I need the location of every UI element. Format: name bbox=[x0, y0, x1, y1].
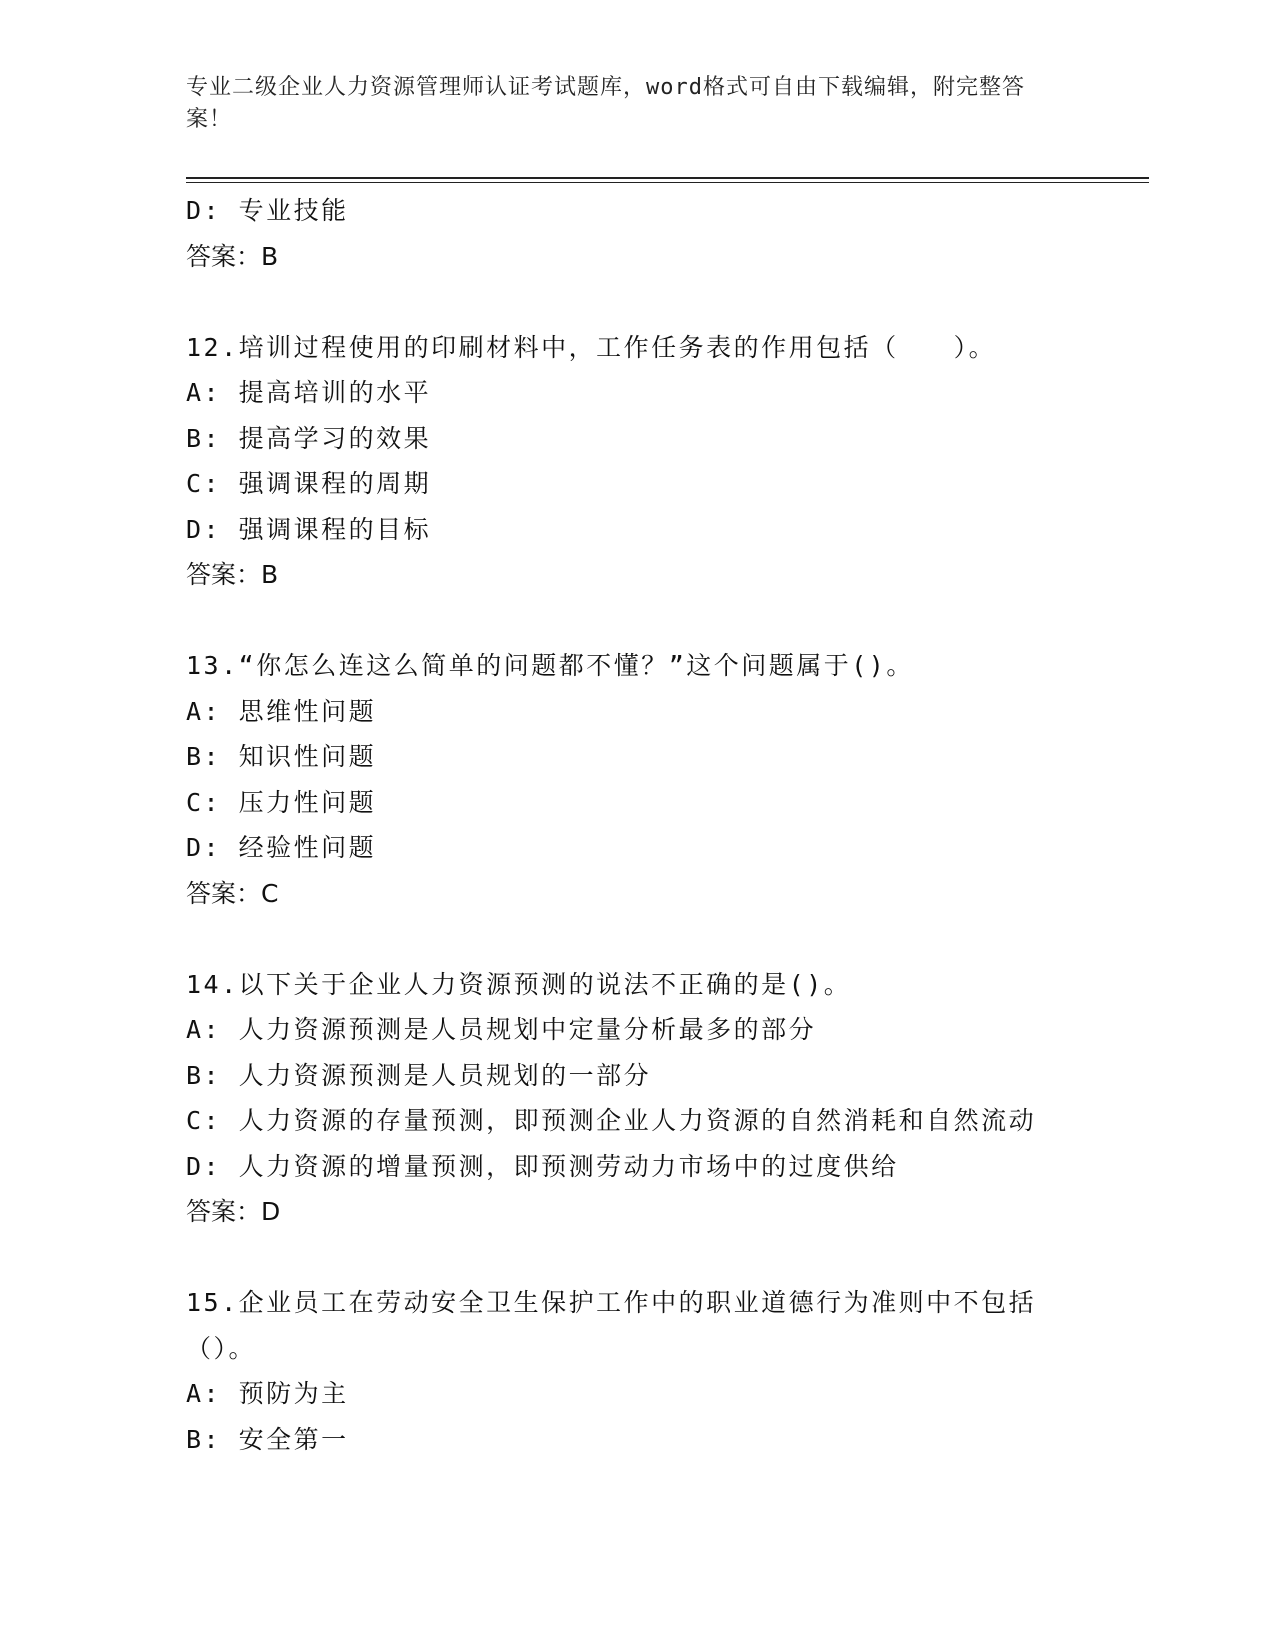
option-a: A: 人力资源预测是人员规划中定量分析最多的部分 bbox=[186, 1015, 817, 1044]
option-c: C: 强调课程的周期 bbox=[186, 469, 432, 498]
page-header: 专业二级企业人力资源管理师认证考试题库，word格式可自由下载编辑，附完整答案！ bbox=[186, 75, 1025, 132]
option-a: A: 预防为主 bbox=[186, 1379, 349, 1408]
spacer bbox=[186, 916, 1086, 962]
question-stem: 12.培训过程使用的印刷材料中，工作任务表的作用包括（ ）。 bbox=[186, 332, 997, 362]
spacer bbox=[186, 279, 1086, 325]
option-a: A: 提高培训的水平 bbox=[186, 378, 432, 407]
question-13 bbox=[186, 643, 1086, 916]
question-stem: 13.“你怎么连这么简单的问题都不懂？”这个问题属于()。 bbox=[186, 651, 914, 680]
option-b: B: 安全第一 bbox=[186, 1424, 349, 1454]
option-d: D: 专业技能 bbox=[186, 196, 349, 225]
answer: 答案：D bbox=[186, 1197, 281, 1226]
option-d: D: 经验性问题 bbox=[186, 833, 377, 862]
header-divider-thin bbox=[186, 182, 1149, 183]
option-d: D: 强调课程的目标 bbox=[186, 514, 432, 544]
option-d: D: 人力资源的增量预测，即预测劳动力市场中的过度供给 bbox=[186, 1151, 899, 1181]
option-c: C: 人力资源的存量预测，即预测企业人力资源的自然消耗和自然流动 bbox=[186, 1106, 1037, 1135]
answer: 答案：B bbox=[186, 241, 279, 271]
option-b: B: 人力资源预测是人员规划的一部分 bbox=[186, 1060, 652, 1090]
answer: 答案：C bbox=[186, 878, 279, 908]
option-b: B: 知识性问题 bbox=[186, 742, 377, 771]
option-c: C: 压力性问题 bbox=[186, 787, 377, 817]
spacer bbox=[186, 598, 1086, 644]
question-14 bbox=[186, 962, 1086, 1235]
option-b: B: 提高学习的效果 bbox=[186, 423, 432, 453]
question-content bbox=[186, 188, 1086, 1462]
answer: 答案：B bbox=[186, 560, 279, 589]
option-a: A: 思维性问题 bbox=[186, 696, 377, 726]
question-stem: 15.企业员工在劳动安全卫生保护工作中的职业道德行为准则中不包括（）。 bbox=[186, 1288, 1037, 1363]
question-12 bbox=[186, 325, 1086, 598]
header-divider-thick bbox=[186, 177, 1149, 179]
spacer bbox=[186, 1235, 1086, 1281]
question-15 bbox=[186, 1280, 1086, 1462]
question-stem: 14.以下关于企业人力资源预测的说法不正确的是()。 bbox=[186, 969, 852, 999]
